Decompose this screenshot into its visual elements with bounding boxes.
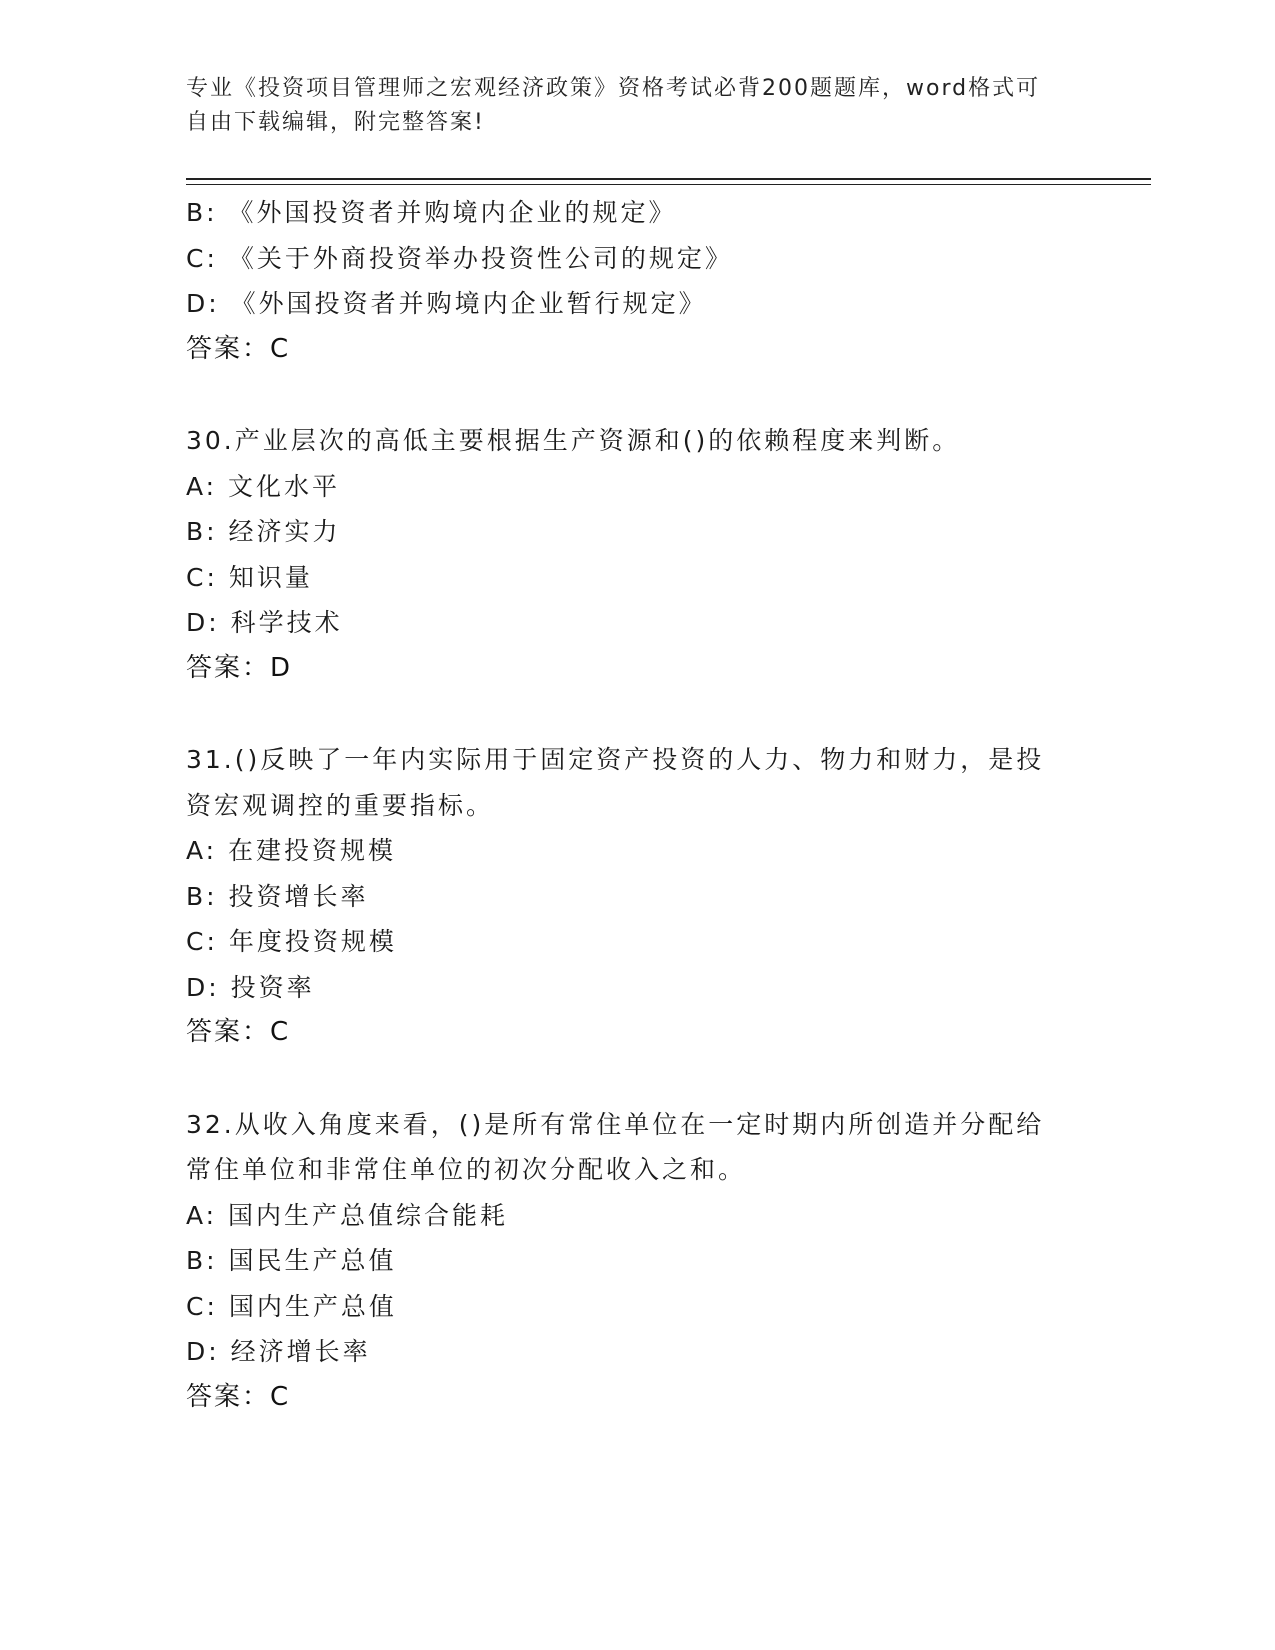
question-stem: 30.产业层次的高低主要根据生产资源和()的依赖程度来判断。 xyxy=(186,426,961,455)
option-a: A: 文化水平 xyxy=(186,471,341,501)
option-b: B: 《外国投资者并购境内企业的规定》 xyxy=(186,198,677,227)
question-list xyxy=(186,190,1086,1420)
option-a: A: 在建投资规模 xyxy=(186,836,397,865)
question-block-32 xyxy=(186,1102,1086,1421)
spacer xyxy=(186,372,1086,418)
question-block-31 xyxy=(186,737,1086,1056)
spacer xyxy=(186,691,1086,737)
spacer xyxy=(186,1056,1086,1102)
option-c: C: 年度投资规模 xyxy=(186,927,397,956)
option-d: D: 投资率 xyxy=(186,972,315,1002)
option-c: C: 知识量 xyxy=(186,562,313,592)
option-b: B: 投资增长率 xyxy=(186,881,369,911)
option-d: D: 经济增长率 xyxy=(186,1337,371,1366)
option-c: C: 《关于外商投资举办投资性公司的规定》 xyxy=(186,243,733,273)
option-b: B: 经济实力 xyxy=(186,517,341,546)
answer-line: 答案：C xyxy=(186,333,291,364)
option-c: C: 国内生产总值 xyxy=(186,1291,397,1321)
document-header xyxy=(186,72,1066,140)
option-b: B: 国民生产总值 xyxy=(186,1246,397,1275)
prev-question-block xyxy=(186,190,1086,372)
answer-line: 答案：C xyxy=(186,1381,291,1412)
answer-line: 答案：C xyxy=(186,1017,291,1047)
option-d: D: 《外国投资者并购境内企业暂行规定》 xyxy=(186,289,707,318)
header-line-2: 自由下载编辑，附完整答案! xyxy=(186,110,485,135)
option-a: A: 国内生产总值综合能耗 xyxy=(186,1200,509,1230)
question-stem: 32.从收入角度来看，()是所有常住单位在一定时期内所创造并分配给常住单位和非常住单位的初次分配收入之和。 xyxy=(186,1109,1045,1184)
question-block-30 xyxy=(186,418,1086,691)
header-line-1: 专业《投资项目管理师之宏观经济政策》资格考试必背200题题库，word格式可 xyxy=(186,76,1041,101)
header-divider-thick xyxy=(186,178,1151,180)
header-divider-thin xyxy=(186,184,1151,185)
option-d: D: 科学技术 xyxy=(186,608,343,637)
question-stem: 31.()反映了一年内实际用于固定资产投资的人力、物力和财力，是投资宏观调控的重要指标。 xyxy=(186,745,1045,820)
answer-line: 答案：D xyxy=(186,652,293,683)
